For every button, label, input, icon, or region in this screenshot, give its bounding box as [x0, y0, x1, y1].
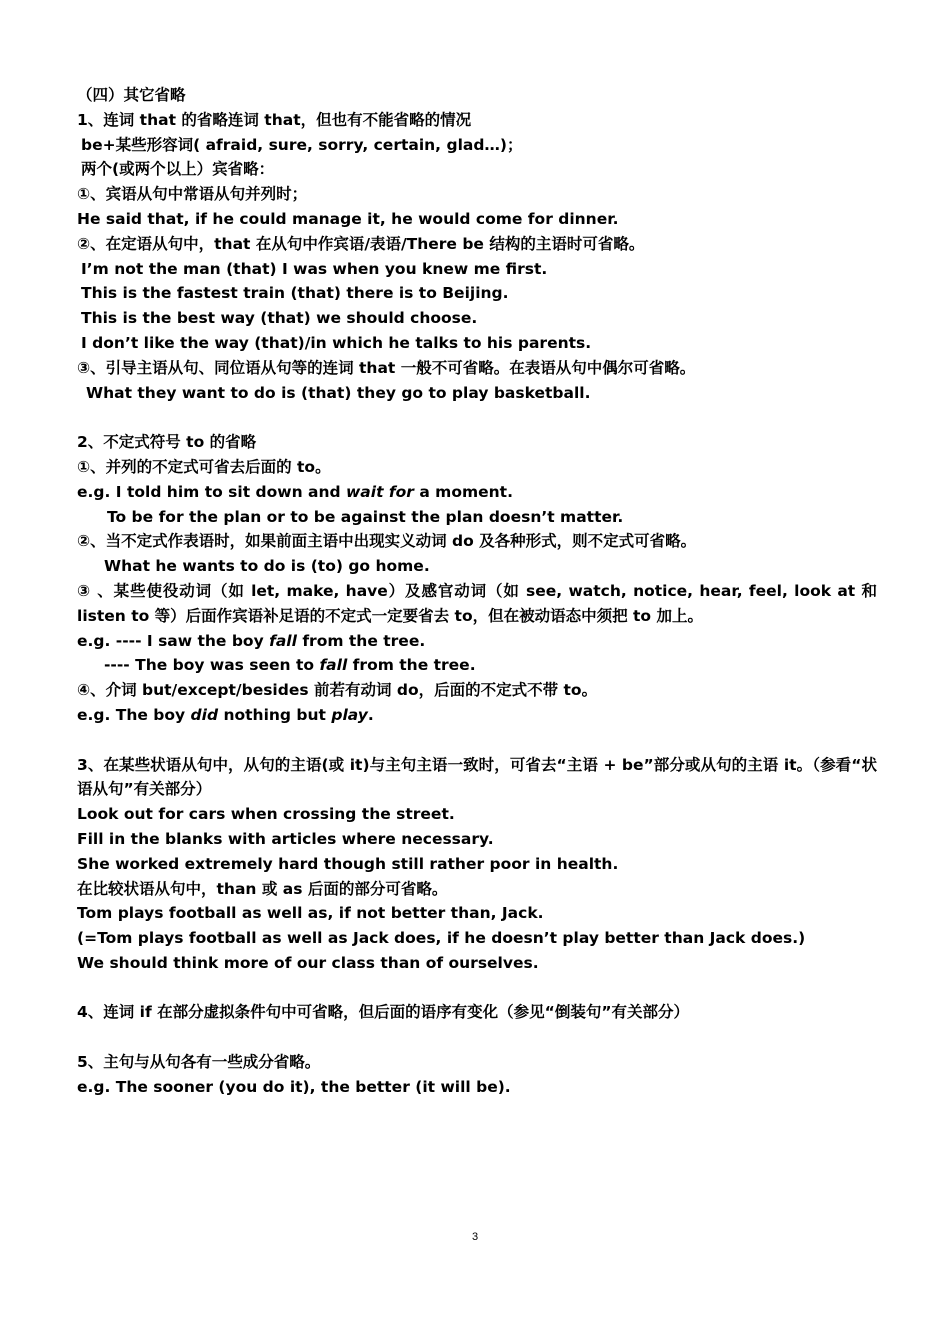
example-text: ---- The boy was seen to: [104, 656, 320, 675]
item2-example1: [77, 480, 877, 505]
item1-point1: ①、宾语从句中常语从句并列时；: [77, 185, 308, 204]
item1-example6: What they want to do is (that) they go to play basketball.: [86, 383, 591, 402]
item2-example5: [77, 653, 877, 678]
example-text: from the tree.: [296, 631, 426, 650]
item2-point2: ②、当不定式作表语时，如果前面主语中出现实义动词 do 及各种形式，则不定式可省略。: [77, 532, 697, 551]
item3-example5: (=Tom plays football as well as Jack does, if he doesn’t play better than Jack does.): [77, 929, 806, 948]
emphasis-text: fall: [319, 656, 348, 675]
item2-point1: ①、并列的不定式可省去后面的 to。: [77, 457, 331, 476]
example-text: from the tree.: [347, 656, 476, 675]
example-text: e.g. The boy: [77, 705, 191, 724]
emphasis-text: did: [190, 705, 219, 724]
item5-title: 5、主句与从句各有一些成分省略。: [77, 1053, 321, 1072]
item1-example5: I don’t like the way (that)/in which he talks to his parents.: [81, 333, 592, 352]
emphasis-text: wait for: [345, 482, 414, 501]
section-heading: （四）其它省略: [77, 86, 186, 104]
item3-example6: We should think more of our class than of ourselves.: [77, 953, 539, 972]
example-text: a moment.: [413, 482, 513, 501]
item1-example1: He said that, if he could manage it, he would come for dinner.: [77, 209, 619, 228]
item3-title: 3、在某些状语从句中，从句的主语(或 it)与主句主语一致时，可省去“主语 + be”部分或从句的主语 it。（参看“状语从句”有关部分）: [77, 755, 877, 799]
example-text: e.g. ---- I saw the boy: [77, 631, 270, 650]
emphasis-text: play: [331, 705, 368, 724]
item1-example4: This is the best way (that) we should choose.: [81, 309, 478, 328]
example-text: e.g. I told him to sit down and: [77, 482, 346, 501]
item2-example3: What he wants to do is (to) go home.: [104, 557, 430, 576]
item2-example2: To be for the plan or to be against the plan doesn’t matter.: [107, 507, 624, 526]
item2-example4: [77, 629, 877, 654]
item2-example6: [77, 703, 877, 728]
item2-point3: ③ 、某些使役动词（如 let, make, have）及感官动词（如 see, watch, notice, hear, feel, look at 和 listen to 等）后面作宾语补足语的不定式一定要省去 to，但在被动语态中须把 to 加上。: [77, 581, 877, 625]
emphasis-text: fall: [269, 631, 297, 650]
example-text: .: [367, 705, 374, 724]
item1-example3: This is the fastest train (that) there is to Beijing.: [81, 284, 509, 303]
item5-example1: e.g. The sooner (you do it), the better (it will be).: [77, 1077, 511, 1096]
item2-point4: ④、介词 but/except/besides 前若有动词 do，后面的不定式不带 to。: [77, 681, 598, 700]
item2-title: 2、不定式符号 to 的省略: [77, 433, 257, 452]
example-text: nothing but: [218, 705, 332, 724]
item4-title: 4、连词 if 在部分虚拟条件句中可省略，但后面的语序有变化（参见“倒装句”有关部分）: [77, 1003, 690, 1022]
item3-example4: Tom plays football as well as, if not better than, Jack.: [77, 904, 544, 923]
spacer: [77, 976, 877, 1001]
item1-line-b: 两个(或两个以上）宾省略：: [81, 160, 275, 179]
item3-example1: Look out for cars when crossing the street.: [77, 805, 455, 824]
item1-title: 1、连词 that 的省略连词 that，但也有不能省略的情况: [77, 110, 472, 129]
spacer: [77, 728, 877, 753]
item3-example3: She worked extremely hard though still rather poor in health.: [77, 854, 619, 873]
item1-point3: ③、引导主语从句、同位语从句等的连词 that 一般不可省略。在表语从句中偶尔可省略。: [77, 358, 696, 377]
item1-line-a: be+某些形容词( afraid, sure, sorry, certain, glad…)；: [81, 135, 523, 154]
page-number: 3: [471, 1231, 479, 1243]
item3-example2: Fill in the blanks with articles where necessary.: [77, 829, 494, 848]
item3-point1: 在比较状语从句中，than 或 as 后面的部分可省略。: [77, 879, 448, 898]
item1-point2: ②、在定语从句中，that 在从句中作宾语/表语/There be 结构的主语时可省略。: [77, 234, 645, 253]
spacer: [77, 405, 877, 430]
spacer: [77, 1025, 877, 1050]
document-body: [77, 83, 877, 1100]
item1-example2: I’m not the man (that) I was when you knew me first.: [81, 259, 548, 278]
